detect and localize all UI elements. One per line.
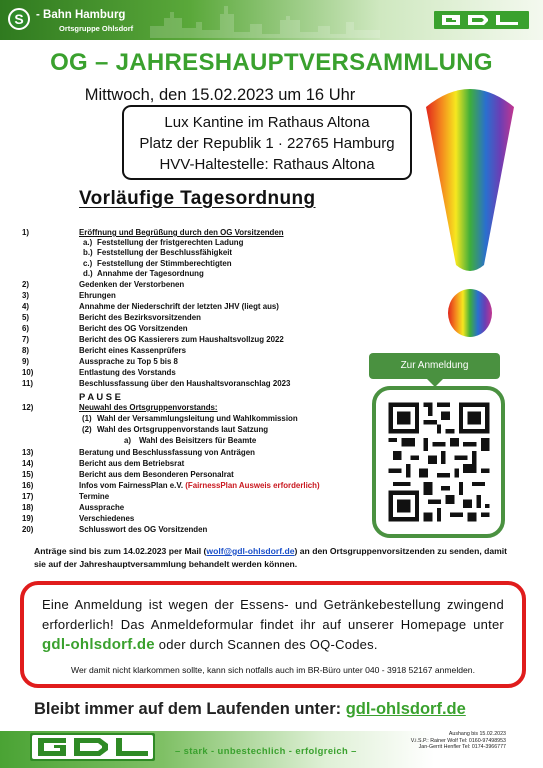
agenda-text: Eröffnung und Begrüßung durch den OG Vorsitzenden [79,228,284,237]
submission-notice [34,545,514,571]
agenda-sub-number: (1) [82,414,92,423]
agenda-text: Annahme der Niederschrift der letzten JHV (liegt aus) [79,302,279,311]
registration-warning-text [42,595,504,655]
agenda-text: Neuwahl des Ortsgruppenvorstands: [79,403,218,412]
agenda-text [79,481,320,490]
stay-informed-text: Bleibt immer auf dem Laufenden unter: [34,700,346,718]
sbahn-logo: S [8,8,30,30]
agenda-number: 13) [22,448,34,457]
responsible-person: V.i.S.P.: Rainer Wolf Tel: 0160-97498953 [410,737,506,744]
agenda-text: Feststellung der Beschlussfähigkeit [97,248,233,257]
agenda-text: Termine [79,492,110,501]
email-link[interactable]: wolf@gdl-ohlsdorf.de [206,546,295,556]
pause-label: P A U S E [79,391,121,402]
agenda-number: 20) [22,525,34,534]
agenda-text: Feststellung der fristgerechten Ladung [97,238,244,247]
venue-box [122,105,412,180]
agenda-number: 2) [22,280,30,289]
agenda-number: 7) [22,335,30,344]
posting-date: Aushang bis 15.02.2023 [448,731,506,737]
agenda-text: Bericht des Bezirksvorsitzenden [79,313,201,322]
agenda-text: Wahl des Ortsgruppenvorstands laut Satzung [97,425,269,434]
agenda-number: 12) [22,403,34,412]
warning-text-before: Eine Anmeldung ist wegen der Essens- und Getränkebestellung zwingend erforderlich! Das Anmeldeformular findet ihr auf unserer Homepage unter [42,597,504,632]
agenda-number: 9) [22,357,30,366]
legal-imprint [400,731,506,751]
agenda-text: Annahme der Tagesordnung [97,269,204,278]
qr-code-icon[interactable] [384,398,494,526]
agenda-heading: Vorläufige Tagesordnung [79,188,316,209]
agenda-number: 17) [22,492,34,501]
city-skyline-icon [150,4,380,38]
venue-name: Lux Kantine im Rathaus Altona [164,114,370,131]
agenda-text: Gedenken der Verstorbenen [79,280,185,289]
date-time-line: Mittwoch, den 15.02.2023 um 16 Uhr [84,86,356,104]
agenda-number: 19) [22,514,34,523]
venue-transit-stop: HVV-Haltestelle: Rathaus Altona [159,156,375,173]
agenda-number: 18) [22,503,34,512]
agenda-number: 4) [22,302,30,311]
registration-warning-box [20,581,526,688]
agenda-number: 15) [22,470,34,479]
notice-text-after: ) an den Ortsgruppenvorsitzenden zu senden, damit sie auf der Jahreshauptversammlung behandelt werden können. [34,546,508,569]
agenda-text: Ehrungen [79,291,116,300]
agenda-sub-number: (2) [82,425,92,434]
slogan: – stark - unbestechlich - erfolgreich – [175,745,357,756]
stay-informed-line [34,700,514,719]
agenda-sub-letter: d.) [83,269,93,278]
fairnessplan-note: (FairnessPlan Ausweis erforderlich) [185,481,320,490]
warning-text-after: oder durch Scannen des OQ-Codes. [154,637,378,652]
agenda-text: Verschiedenes [79,514,135,523]
website-link[interactable]: gdl-ohlsdorf.de [345,700,466,718]
agenda-text: Aussprache [79,503,125,512]
agenda-text: Wahl der Versammlungsleitung und Wahlkommission [97,414,298,423]
agenda-sub-letter: a) [124,436,132,445]
agenda-text: Bericht eines Kassenprüfers [79,346,187,355]
registration-button[interactable]: Zur Anmeldung [369,353,500,379]
phone-registration-note: Wer damit nicht klarkommen sollte, kann sich notfalls auch im BR-Büro unter 040 - 3918 52167 anmelden. [71,665,475,675]
agenda-text: Wahl des Beisitzers für Beamte [139,436,257,445]
header-banner [0,0,543,40]
gdl-logo [30,733,155,761]
agenda-text: Entlastung des Vorstands [79,368,176,377]
agenda-number: 14) [22,459,34,468]
rainbow-exclamation-icon [420,85,520,340]
agenda-number: 3) [22,291,30,300]
agenda-text: Bericht des OG Kassierers zum Haushaltsvollzug 2022 [79,335,284,344]
agenda-sub-letter: a.) [83,238,93,247]
qr-code-frame[interactable] [372,386,505,538]
agenda-text: Aussprache zu Top 5 bis 8 [79,357,178,366]
agenda-text: Bericht aus dem Betriebsrat [79,459,185,468]
brand-subtitle: Ortsgruppe Ohlsdorf [59,24,134,33]
agenda-text: Beschlussfassung über den Haushaltsvoranschlag 2023 [79,379,291,388]
agenda-text: Beratung und Beschlussfassung von Anträgen [79,448,255,457]
agenda-text: Schlusswort des OG Vorsitzenden [79,525,208,534]
venue-address: Platz der Republik 1 · 22765 Hamburg [139,135,395,152]
contact-person: Jan-Gerrit Henfler Tel: 0174-3966777 [418,744,506,751]
gdl-logo [434,11,529,29]
agenda-sub-letter: c.) [83,259,93,268]
agenda-number: 16) [22,481,34,490]
agenda-text: Feststellung der Stimmberechtigten [97,259,232,268]
page-title: OG – JAHRESHAUPTVERSAMMLUNG [50,49,493,76]
agenda-number: 11) [22,379,33,388]
agenda-text: Bericht des OG Vorsitzenden [79,324,188,333]
agenda-number: 1) [22,228,30,237]
agenda-number: 8) [22,346,30,355]
brand-title: - Bahn Hamburg [36,9,126,21]
agenda-number: 10) [22,368,34,377]
agenda-text-main: Infos vom FairnessPlan e.V. [79,481,186,490]
agenda-number: 6) [22,324,30,333]
homepage-link[interactable]: gdl-ohlsdorf.de [42,636,155,653]
agenda-sub-letter: b.) [83,248,93,257]
notice-text-before: Anträge sind bis zum 14.02.2023 per Mail ( [34,546,207,556]
agenda-text: Bericht aus dem Besonderen Personalrat [79,470,234,479]
agenda-number: 5) [22,313,30,322]
